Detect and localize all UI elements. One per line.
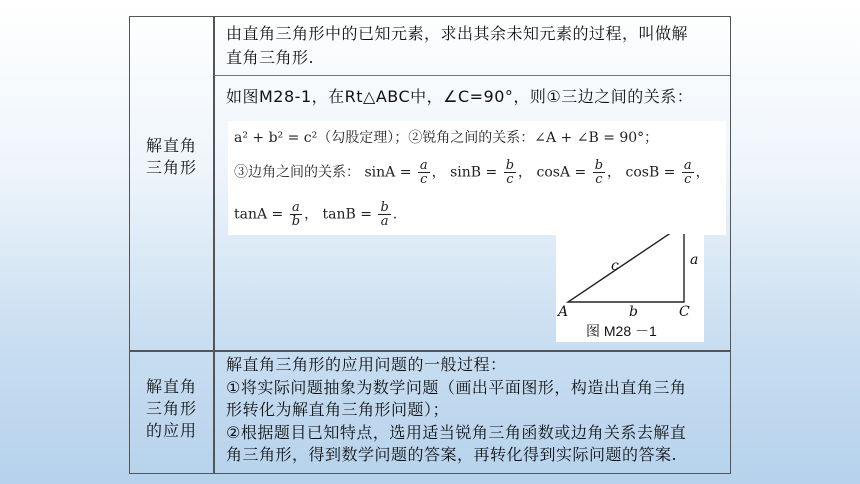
row-label-line: 解直角 (145, 377, 197, 396)
numerator: b (380, 200, 389, 215)
denominator: c (684, 172, 692, 187)
row-divider (130, 350, 730, 352)
definition-text (226, 22, 726, 70)
fraction-b-over-c (593, 159, 605, 186)
summary-table (129, 16, 731, 474)
side-a-label: a (690, 252, 699, 268)
edge-angle-label: ③边角之间的关系： (234, 164, 360, 181)
period: . (392, 206, 398, 223)
side-b-label: b (629, 304, 638, 320)
fraction-b-over-c (504, 159, 516, 186)
application-line: 解直角三角形的应用问题的一般过程： (226, 355, 507, 374)
sinA-label: sinA = (364, 164, 412, 181)
application-line: ①将实际问题抽象为数学问题（画出平面图形，构造出直角三角 (226, 377, 687, 397)
fraction-a-over-b (290, 201, 302, 228)
tanA-label: tanA = (234, 206, 284, 223)
row-label-application (130, 376, 213, 442)
separator: ， (431, 164, 446, 181)
formula-block (228, 121, 726, 235)
denominator: a (380, 214, 389, 229)
denominator: c (420, 172, 428, 187)
cosA-label: cosA = (536, 164, 587, 181)
fraction-b-over-a (378, 201, 390, 228)
row-label-line: 的应用 (145, 421, 197, 440)
denominator: c (506, 172, 514, 187)
application-text (226, 354, 726, 467)
separator: ， (607, 164, 622, 181)
tangent-line (234, 201, 397, 228)
application-line: ②根据题目已知特点，选用适当锐角三角函数或边角关系去解直 (226, 422, 687, 442)
separator: ， (518, 164, 533, 181)
fraction-a-over-c (418, 159, 430, 186)
cosB-label: cosB = (625, 164, 676, 181)
triangle-shape (568, 234, 684, 302)
numerator: a (683, 158, 692, 173)
tanB-label: tanB = (322, 206, 372, 223)
separator: ， (304, 206, 319, 223)
numerator: a (292, 200, 300, 215)
definition-line: 直角三角形. (226, 48, 315, 67)
fraction-a-over-c (682, 159, 694, 186)
figure-caption: 图 M28 －1 (586, 323, 657, 339)
pythagorean-line: a² + b² = c²（勾股定理）；②锐角之间的关系：∠A + ∠B = 90°； (234, 130, 659, 146)
denominator: c (595, 172, 603, 187)
application-line: 角三角形，得到数学问题的答案，再转化得到实际问题的答案. (226, 445, 678, 464)
numerator: b (594, 158, 604, 173)
row-label-solve-right-triangle (130, 135, 213, 179)
figure-m28-1 (556, 234, 704, 342)
numerator: b (505, 158, 515, 173)
sinB-label: sinB = (450, 164, 498, 181)
relations-intro: 如图M28-1，在Rt△ABC中，∠C=90°，则①三边之间的关系： (226, 87, 694, 106)
row-label-line: 解直角 (145, 136, 197, 155)
row-label-line: 三角形 (145, 158, 197, 177)
sub-row-divider (214, 75, 730, 76)
row-label-line: 三角形 (145, 399, 197, 418)
vertex-C-label: C (679, 304, 690, 320)
vertex-A-label: A (558, 304, 569, 320)
separator: ， (695, 164, 710, 181)
denominator: b (291, 214, 301, 229)
application-line: 形转化为解直角三角形问题）； (226, 400, 450, 419)
edge-angle-line (234, 159, 710, 186)
numerator: a (419, 158, 428, 173)
column-divider (213, 17, 215, 473)
side-c-label: c (611, 258, 619, 274)
definition-line: 由直角三角形中的已知元素，求出其余未知元素的过程，叫做解 (226, 24, 689, 43)
